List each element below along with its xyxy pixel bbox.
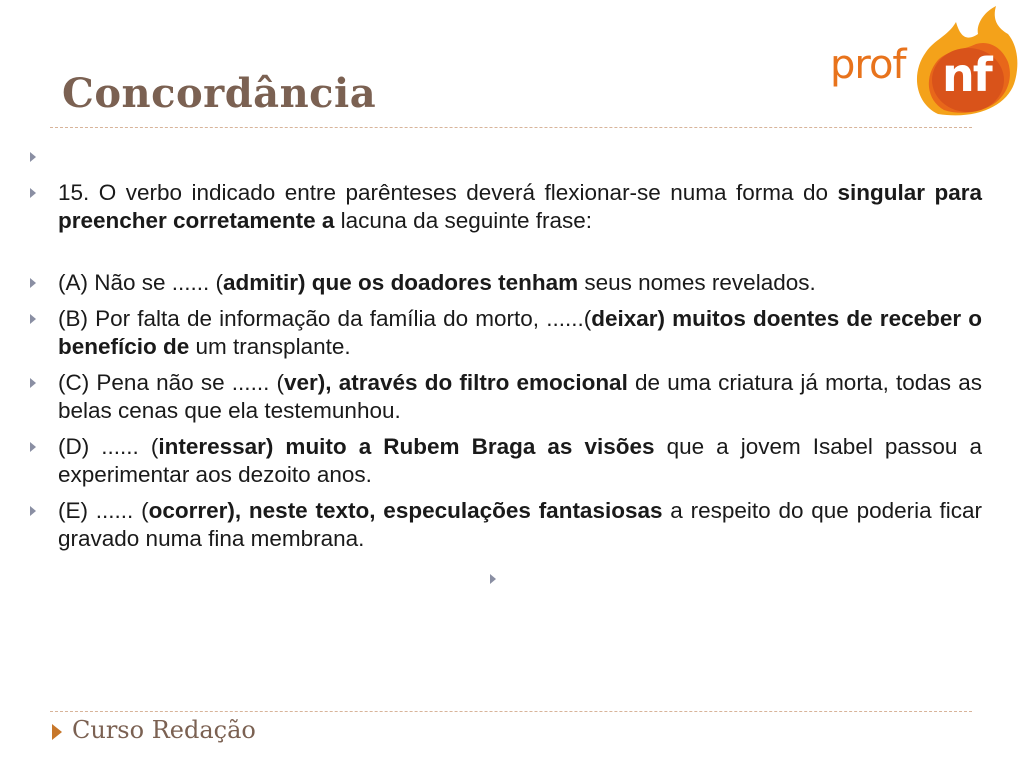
bullet-arrow-icon xyxy=(30,188,36,198)
list-item-empty xyxy=(30,143,982,171)
bullet-arrow-icon xyxy=(30,506,36,516)
option-a xyxy=(30,269,982,297)
text-run: 15. O verbo indicado entre parênteses deverá flexionar-se numa forma do xyxy=(58,180,838,205)
text-run: (A) Não se ...... ( xyxy=(58,270,224,295)
item-text xyxy=(58,180,982,233)
item-text xyxy=(58,270,816,295)
profnf-logo xyxy=(826,4,1022,116)
text-run: lacuna da seguinte frase: xyxy=(334,208,593,233)
bold-text-run: admitir) que os doadores tenham xyxy=(223,270,579,295)
bullet-arrow-icon xyxy=(30,442,36,452)
bullet-arrow-icon xyxy=(30,278,36,288)
bold-text-run: interessar) muito a Rubem Braga as visões xyxy=(158,434,655,459)
bullet-list xyxy=(30,143,982,561)
item-text xyxy=(58,306,982,359)
top-divider xyxy=(50,127,972,128)
bold-text-run: ocorrer), neste texto, especulações fantasiosas xyxy=(148,498,663,523)
item-text xyxy=(58,434,982,487)
empty-bullet-arrow-icon xyxy=(490,574,496,584)
text-run: (E) ...... ( xyxy=(58,498,149,523)
option-b xyxy=(30,305,982,361)
text-run: (D) ...... ( xyxy=(58,434,159,459)
bold-text-run: ver), através do filtro emocional xyxy=(284,370,628,395)
text-run: seus nomes revelados. xyxy=(578,270,816,295)
bullet-arrow-icon xyxy=(30,314,36,324)
item-text xyxy=(58,370,982,423)
option-d xyxy=(30,433,982,489)
logo-nf-text: nf xyxy=(942,48,991,102)
text-run: de uma criatura já morta, todas as belas cenas que ela testemunhou. xyxy=(58,370,982,423)
item-text xyxy=(58,498,982,551)
option-c xyxy=(30,369,982,425)
bold-text-run: deixar) muitos doentes de receber o benefício de xyxy=(58,306,983,359)
bottom-divider xyxy=(50,711,972,712)
text-run: um transplante. xyxy=(189,334,351,359)
text-run: que a jovem Isabel passou a experimentar aos dezoito anos. xyxy=(58,434,982,487)
footer-arrow-icon xyxy=(52,724,62,740)
question-stem xyxy=(30,179,982,235)
bullet-arrow-icon xyxy=(30,152,36,162)
text-run: (C) Pena não se ...... ( xyxy=(58,370,284,395)
slide-title: Concordância xyxy=(62,70,377,117)
bullet-arrow-icon xyxy=(30,378,36,388)
text-run: (B) Por falta de informação da família do morto, ......( xyxy=(58,306,592,331)
footer-text: Curso Redação xyxy=(72,716,256,744)
logo-prof-text: prof xyxy=(830,42,906,88)
option-e xyxy=(30,497,982,553)
text-run: a respeito do que poderia ficar gravado numa fina membrana. xyxy=(58,498,982,551)
bold-text-run: singular para preencher corretamente a xyxy=(58,180,983,233)
